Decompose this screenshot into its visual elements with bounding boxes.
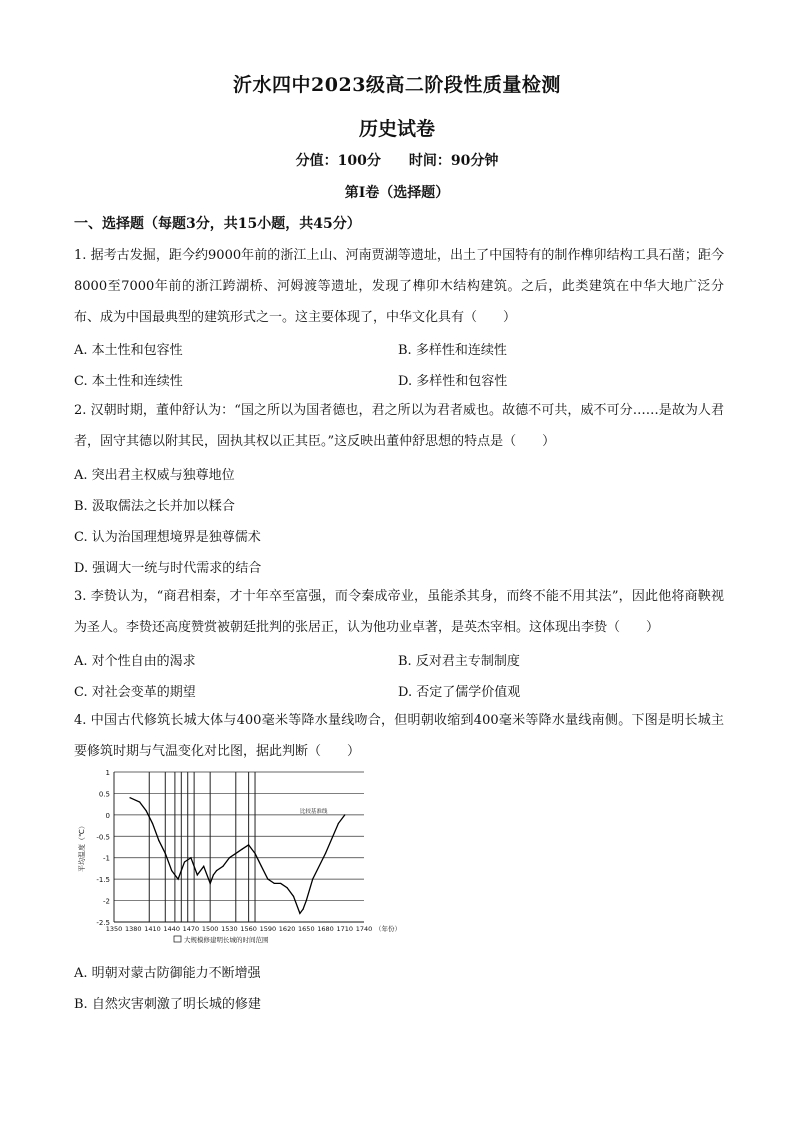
- temperature-point: [203, 866, 204, 867]
- temperature-point: [242, 849, 243, 850]
- x-tick-label: 1530: [221, 925, 238, 933]
- temperature-point: [344, 814, 345, 815]
- x-tick-label: 1680: [317, 925, 334, 933]
- temperature-point: [254, 853, 255, 854]
- question-2-option-d[interactable]: D. 强调大一统与时代需求的结合: [74, 561, 262, 576]
- temperature-point: [248, 844, 249, 845]
- temperature-point: [235, 853, 236, 854]
- y-tick-label: -2: [103, 897, 110, 906]
- volume-heading: 第Ⅰ卷（选择题）: [344, 185, 450, 201]
- question-1-option-c[interactable]: C. 本土性和连续性: [74, 374, 183, 389]
- x-tick-label: 1380: [124, 925, 142, 933]
- temperature-point: [171, 870, 172, 871]
- temperature-chart-svg: [74, 762, 414, 952]
- temperature-point: [222, 866, 223, 867]
- question-3-option-b[interactable]: B. 反对君主专制制度: [398, 654, 520, 669]
- temperature-point: [216, 870, 217, 871]
- temperature-point: [213, 874, 214, 875]
- temperature-point: [274, 883, 275, 884]
- x-tick-label: 1470: [182, 925, 200, 933]
- question-3-option-d[interactable]: D. 否定了儒学价值观: [398, 685, 521, 700]
- x-axis-label: （年份）: [375, 925, 401, 933]
- temperature-point: [229, 857, 230, 858]
- temperature-point: [293, 896, 294, 897]
- temperature-point: [165, 853, 166, 854]
- temperature-point: [306, 900, 307, 901]
- y-tick-label: -2.5: [96, 919, 110, 927]
- question-4-option-a[interactable]: A. 明朝对蒙古防御能力不断增强: [74, 966, 261, 981]
- temperature-point: [280, 883, 281, 884]
- temperature-point: [338, 823, 339, 824]
- temperature-point: [325, 853, 326, 854]
- question-4-stem: 4. 中国古代修筑长城大体与400毫米等降水量线吻合，但明朝收缩到400毫米等降水量线南侧。下图是明长城主要修筑时期与气温变化对比图，据此判断（ ）: [74, 713, 724, 759]
- y-tick-label: -0.5: [96, 833, 110, 842]
- y-tick-label: 1: [105, 769, 110, 777]
- x-tick-label: 1650: [298, 925, 315, 933]
- question-1-option-a[interactable]: A. 本土性和包容性: [74, 343, 183, 358]
- question-2-option-c[interactable]: C. 认为治国理想境界是独尊儒术: [74, 530, 261, 545]
- temperature-point: [210, 883, 211, 884]
- temperature-point: [152, 823, 153, 824]
- x-tick-label: 1560: [240, 925, 257, 933]
- x-tick-label: 1740: [355, 925, 373, 933]
- x-tick-label: 1620: [278, 925, 296, 933]
- temperature-point: [261, 866, 262, 867]
- question-3-stem: 3. 李贽认为，“商君相秦，才十年卒至富强，而令秦成帝业，虽能杀其身，而终不能不用其法”，因此他将商鞅视为圣人。李贽还高度赞赏被朝廷批判的张居正，认为他功业卓著，是英杰宰相。这体现出李贽（ ）: [74, 589, 724, 635]
- legend-swatch: [174, 936, 181, 942]
- question-4-option-b[interactable]: B. 自然灾害刺激了明长城的修建: [74, 997, 261, 1012]
- y-tick-label: 0: [105, 811, 110, 820]
- question-3-option-a[interactable]: A. 对个性自由的渴求: [74, 654, 196, 669]
- score-time-line: 分值：100分 时间：90分钟: [295, 153, 499, 169]
- x-tick-label: 1350: [105, 925, 123, 933]
- question-1-option-d[interactable]: D. 多样性和包容性: [398, 374, 508, 389]
- temperature-point: [139, 801, 140, 802]
- subject-title: 历史试卷: [358, 118, 435, 140]
- x-tick-label: 1500: [201, 925, 219, 933]
- legend-label: 大规模修建明长城的时间范围: [184, 936, 269, 944]
- y-tick-label: -1.5: [96, 876, 110, 885]
- temperature-point: [158, 840, 159, 841]
- x-tick-label: 1710: [336, 925, 354, 933]
- x-tick-label: 1410: [144, 925, 161, 933]
- x-tick-label: 1440: [163, 925, 180, 933]
- y-tick-label: 0.5: [98, 790, 110, 799]
- y-tick-label: -1: [103, 854, 110, 863]
- question-2-option-a[interactable]: A. 突出君主权威与独尊地位: [74, 468, 235, 483]
- x-tick-label: 1590: [259, 925, 277, 933]
- temperature-point: [312, 879, 313, 880]
- question-1-option-b[interactable]: B. 多样性和连续性: [398, 343, 507, 358]
- question-3-option-c[interactable]: C. 对社会变革的期望: [74, 685, 196, 700]
- temperature-point: [303, 909, 304, 910]
- temperature-point: [184, 861, 185, 862]
- temperature-point: [190, 857, 191, 858]
- y-axis-label: 平均温度（℃）: [78, 822, 86, 872]
- temperature-point: [299, 913, 300, 914]
- section-heading: 一、选择题（每题3分，共15小题，共45分）: [74, 216, 361, 232]
- temperature-point: [286, 887, 287, 888]
- temperature-point: [145, 810, 146, 811]
- question-2-stem: 2. 汉朝时期，董仲舒认为：“国之所以为国者德也，君之所以为君者威也。故德不可共，威不可分……是故为人君者，固守其德以附其民，固执其权以正其臣。”这反映出董仲舒思想的特点是（ ）: [74, 403, 724, 449]
- temperature-point: [178, 879, 179, 880]
- question-2-option-b[interactable]: B. 汲取儒法之长并加以糅合: [74, 499, 235, 514]
- temperature-point: [267, 879, 268, 880]
- temperature-point: [197, 874, 198, 875]
- question-1-stem: 1. 据考古发掘，距今约9000年前的浙江上山、河南贾湖等遗址，出土了中国特有的制作榫卯结构工具石凿；距今8000至7000年前的浙江跨湖桥、河姆渡等遗址，发现了榫卯木结构建筑。之后，此类建筑在中华大地广泛分布、成为中国最典型的建筑形式之一。这主要体现了，中华文化具有（ ）: [74, 248, 724, 325]
- temperature-chart: [74, 762, 414, 952]
- exam-title: 沂水四中2023级高二阶段性质量检测: [233, 74, 561, 96]
- baseline-annotation: 比较基准线: [299, 808, 328, 815]
- temperature-point: [129, 797, 130, 798]
